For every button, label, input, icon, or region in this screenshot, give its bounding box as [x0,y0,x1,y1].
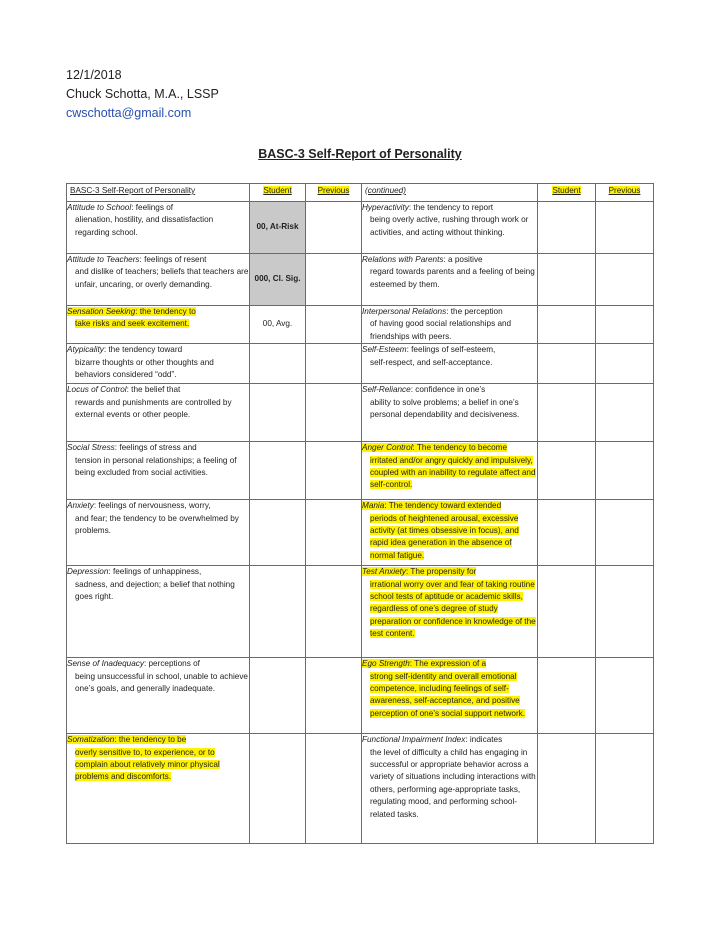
scale-definition-rest: irritated and/or angry quickly and impulsively, coupled with an inability to regulate affect and self-control. [370,455,536,490]
scale-definition-rest: strong self-identity and overall emotional competence, including feelings of self-awareness, self-acceptance, and positive perception of one’s social support network. [370,671,526,718]
scale-definition-start: : feelings of nervousness, worry, [93,501,211,511]
scale-definition-start: : feelings of stress and [114,443,197,453]
scale-definition-start: : feelings of unhappiness, [108,567,202,577]
right-scale-description [362,384,538,442]
student-score-cell-right [538,344,596,384]
previous-score-cell-right [596,306,654,344]
scale-name: Ego Strength [362,659,410,669]
previous-score-cell [306,306,362,344]
previous-score-cell [306,734,362,844]
student-score-cell [250,384,306,442]
previous-score-cell-right [596,566,654,658]
page-title: BASC-3 Self-Report of Personality [258,147,462,161]
student-score-cell-right [538,500,596,566]
student-score-cell [250,566,306,658]
previous-header: Previous [306,184,362,202]
right-scale-description [362,734,538,844]
previous-score-cell [306,658,362,734]
scale-definition-start: : the perception [446,307,503,316]
right-scale-description [362,500,538,566]
scale-definition-rest: bizarre thoughts or other thoughts and behaviors considered “odd”. [75,357,214,380]
table-row [67,254,654,306]
left-scale-description [67,500,250,566]
right-scale-description [362,306,538,344]
scale-name: Functional Impairment Index [362,735,466,745]
student-header: Student [250,184,306,202]
scale-name: Somatization [67,735,115,745]
right-scale-description [362,202,538,254]
scale-definition-start: : The tendency to become [412,443,508,453]
scale-definition-rest: and fear; the tendency to be overwhelmed by problems. [75,513,239,536]
left-scale-description [67,442,250,500]
student-score-cell-right [538,442,596,500]
scale-definition-start: : indicates [465,735,503,745]
basc3-table [66,183,654,844]
student-score-cell-right [538,566,596,658]
scale-name: Atypicality [67,345,104,355]
left-scale-description [67,658,250,734]
left-scale-description [67,566,250,658]
document-header [66,66,219,123]
scale-name: Depression [67,567,109,577]
scale-definition-rest: sadness, and dejection; a belief that nothing goes right. [75,579,235,602]
student-score-cell [250,734,306,844]
previous-score-cell [306,384,362,442]
previous-score-cell-right [596,254,654,306]
scale-definition-rest: being unsuccessful in school, unable to achieve one’s goals, and generally inadequate. [75,671,248,694]
previous-score-cell-right [596,500,654,566]
previous-score-cell-right [596,202,654,254]
table-row [67,202,654,254]
student-score-cell-right [538,254,596,306]
scale-name: Mania [362,501,385,511]
scale-definition-rest: of having good social relationships and friendships with peers. [370,319,512,341]
scale-definition-rest: alienation, hostility, and dissatisfaction regarding school. [75,215,214,237]
table-row [67,442,654,500]
table-row [67,384,654,442]
student-score-cell-right [538,734,596,844]
scale-definition-rest: irrational worry over and fear of taking routine school tests of aptitude or academic skills, regardless of one’s degree of study preparation or confidence in knowledge of the test content. [370,579,536,639]
previous-score-cell [306,500,362,566]
scale-name: Anger Control [362,443,413,453]
left-scale-description [67,254,250,306]
scale-name: Relations with Parents [362,255,444,264]
scale-definition-rest: the level of difficulty a child has engaging in successful or appropriate behavior across a variety of situations including interactions with others, performing age-appropriate tasks, regulating mood, and performing school-related tasks. [370,747,536,819]
previous-score-cell-right [596,344,654,384]
right-column-header: (continued) [362,184,538,202]
table-row [67,344,654,384]
scale-definition-start: : The expression of a [409,659,487,669]
scale-definition-rest: tension in personal relationships; a feeling of being excluded from social activities. [75,455,237,478]
student-score-cell-right [538,306,596,344]
previous-score-cell [306,344,362,384]
previous-score-cell-right [596,734,654,844]
scale-definition-start: : a positive [443,255,483,264]
scale-definition-start: : feelings of resent [139,255,207,264]
table-row [67,500,654,566]
previous-score-cell [306,202,362,254]
left-scale-description [67,306,250,344]
scale-name: Attitude to School [67,203,132,212]
right-scale-description [362,344,538,384]
scale-definition-start: : the tendency to be [114,735,187,745]
scale-definition-start: : confidence in one’s [410,385,486,395]
previous-score-cell [306,442,362,500]
table-header-row [67,184,654,202]
report-date: 12/1/2018 [66,68,122,82]
scale-definition-rest: overly sensitive to, to experience, or to complain about relatively minor physical problems and discomforts. [75,747,220,782]
scale-name: Attitude to Teachers [67,255,140,264]
scale-definition-start: : The tendency toward extended [384,501,502,511]
scale-definition-start: : the tendency to [135,307,196,316]
previous-score-cell-right [596,442,654,500]
scale-definition-rest: self-respect, and self-acceptance. [370,357,493,367]
scale-definition-start: : the tendency toward [103,345,183,355]
left-scale-description [67,384,250,442]
scale-definition-rest: take risks and seek excitement. [75,319,190,329]
student-score-cell [250,658,306,734]
table-row [67,306,654,344]
scale-definition-rest: ability to solve problems; a belief in one’s personal dependability and decisiveness. [370,397,520,420]
student-score-cell-right [538,384,596,442]
scale-definition-start: : the tendency to report [408,203,494,212]
previous-score-cell-right [596,658,654,734]
scale-definition-start: : perceptions of [143,659,200,669]
scale-name: Test Anxiety [362,567,406,577]
scale-definition-rest: rewards and punishments are controlled by external events or other people. [75,397,232,420]
scale-name: Self-Esteem [362,345,407,355]
scale-name: Social Stress [67,443,115,453]
author-email: cwschotta@gmail.com [66,106,192,120]
student-score-cell-right [538,658,596,734]
right-scale-description [362,658,538,734]
scale-name: Hyperactivity [362,203,409,212]
scale-name: Sense of Inadequacy [67,659,144,669]
previous-score-cell [306,566,362,658]
scale-definition-start: : feelings of [131,203,174,212]
student-score-cell-right [538,202,596,254]
table-row [67,658,654,734]
scale-name: Self-Reliance [362,385,411,395]
right-scale-description [362,254,538,306]
previous-header-right: Previous [596,184,654,202]
scale-name: Anxiety [67,501,94,511]
right-scale-description [362,442,538,500]
student-score-cell [250,442,306,500]
student-score-cell: 00, At-Risk [250,202,306,254]
scale-name: Sensation Seeking [67,307,136,316]
table-row [67,566,654,658]
previous-score-cell [306,254,362,306]
student-score-cell: 000, Cl. Sig. [250,254,306,306]
scale-definition-start: : the belief that [126,385,181,395]
left-scale-description [67,734,250,844]
author-name: Chuck Schotta, M.A., LSSP [66,87,219,101]
left-scale-description [67,344,250,384]
scale-definition-rest: regard towards parents and a feeling of being esteemed by them. [370,267,535,289]
student-score-cell [250,500,306,566]
table-row [67,734,654,844]
student-score-cell: 00, Avg. [250,306,306,344]
scale-definition-rest: periods of heightened arousal, excessive activity (at times obsessive in focus), and rapid idea generation in the absence of normal fatigue. [370,513,519,560]
scale-definition-rest: being overly active, rushing through work or activities, and acting without thinking. [370,215,529,237]
left-column-header: BASC-3 Self-Report of Personality [67,184,250,202]
scale-name: Locus of Control [67,385,127,395]
student-header-right: Student [538,184,596,202]
scale-definition-start: : feelings of self-esteem, [406,345,496,355]
right-scale-description [362,566,538,658]
scale-name: Interpersonal Relations [362,307,447,316]
left-scale-description [67,202,250,254]
scale-definition-start: : The propensity for [406,567,477,577]
scale-definition-rest: and dislike of teachers; beliefs that teachers are unfair, uncaring, or overly demanding. [75,267,249,289]
previous-score-cell-right [596,384,654,442]
student-score-cell [250,344,306,384]
